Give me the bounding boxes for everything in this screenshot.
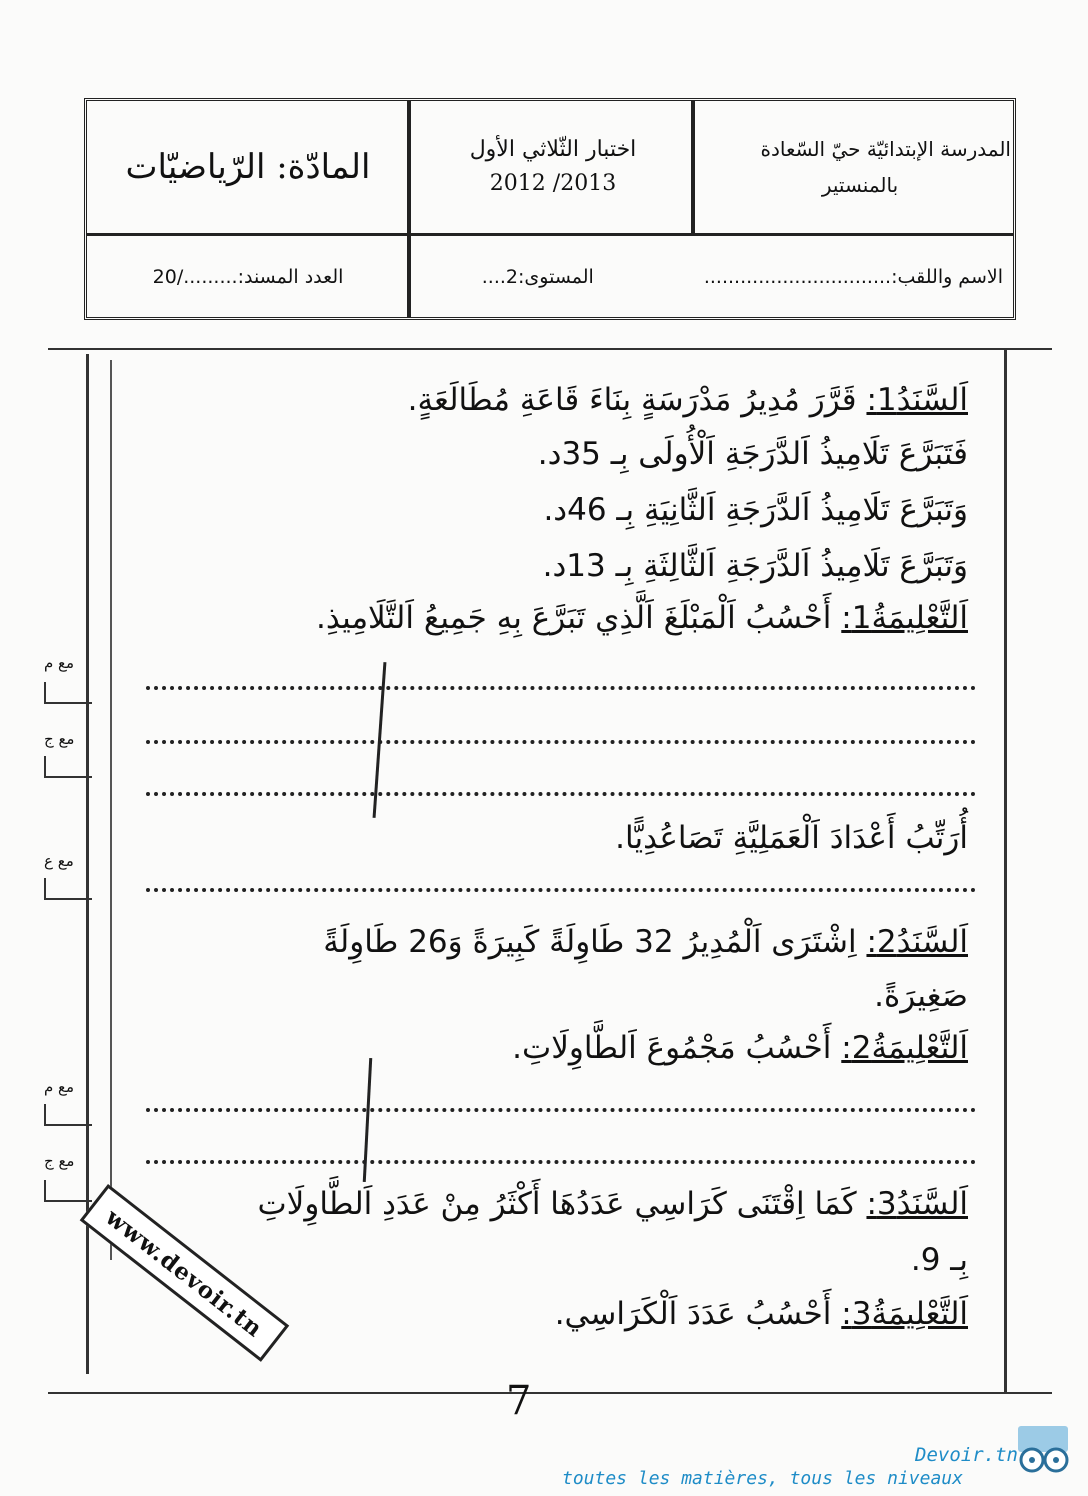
- answer-line[interactable]: [146, 792, 976, 796]
- frame-border: [1004, 348, 1007, 1394]
- donation-line-3: وَتَبَرَّعَ تَلَامِيذُ اَلدَّرَجَةِ اَلثَّالِثَةِ بِـ 13د.: [542, 548, 968, 584]
- brand-name: Devoir.tn: [915, 1444, 1018, 1466]
- mark-box[interactable]: [44, 682, 92, 704]
- exam-cell: [413, 101, 693, 233]
- level-field: المستوى:2....: [481, 266, 594, 288]
- sanad3: [258, 1186, 969, 1222]
- talima1: [316, 600, 968, 636]
- page-number: 7: [506, 1378, 532, 1424]
- talima2: [512, 1030, 968, 1066]
- sanad2-label: اَلسَّنَدُ2:: [866, 924, 968, 960]
- talima2-text: أَحْسُبُ مَجْمُوعَ اَلطَّاوِلَاتِ.: [512, 1030, 842, 1066]
- divider: [691, 101, 695, 233]
- answer-line[interactable]: [146, 1160, 976, 1164]
- donation-line-2: وَتَبَرَّعَ تَلَامِيذُ اَلدَّرَجَةِ اَلثَّانِيَةِ بِـ 46د.: [543, 492, 968, 528]
- mark-box[interactable]: [44, 1180, 92, 1202]
- talima1-text: أَحْسُبُ اَلْمَبْلَغَ اَلَّذِي تَبَرَّعَ بِهِ جَمِيعُ اَلتَّلَامِيذِ.: [315, 600, 842, 636]
- sanad3-label: اَلسَّنَدُ3:: [866, 1186, 968, 1222]
- sanad1-text: قَرَّرَ مُدِيرُ مَدْرَسَةٍ بِنَاءَ قَاعَةِ مُطَالَعَةٍ.: [407, 382, 867, 418]
- margin-mark: مع م: [44, 654, 75, 672]
- talima3-label: اَلتَّعْلِيمَةُ3:: [841, 1296, 968, 1332]
- divider: [407, 101, 411, 317]
- name-field: الاسم واللقب:...............................: [703, 266, 1003, 288]
- sanad1-label: اَلسَّنَدُ1:: [866, 382, 968, 418]
- margin-mark: مع ع: [44, 852, 74, 870]
- school-cell: [697, 101, 1013, 233]
- school-year: 2013/ 2012: [489, 171, 617, 196]
- mark-box[interactable]: [44, 756, 92, 778]
- answer-line[interactable]: [146, 686, 976, 690]
- order-instruction: أُرَتِّبُ أَعْدَادَ اَلْعَمَلِيَّةِ تَصَاعُدِيًّا.: [615, 820, 968, 856]
- answer-line[interactable]: [146, 888, 976, 892]
- devoir-logo-icon: [1014, 1420, 1074, 1480]
- grade-field: العدد المسند:........./20: [152, 266, 344, 288]
- donation-line-1: فَتَبَرَّعَ تَلَامِيذُ اَلدَّرَجَةِ اَلْأُولَى بِـ 35د.: [537, 436, 968, 472]
- margin-mark: مع ج: [44, 730, 75, 748]
- sanad2-continuation: صَغِيرَةً.: [874, 978, 968, 1014]
- margin-mark: مع ج: [44, 1152, 75, 1170]
- brand-tagline: toutes les matières, tous les niveaux: [562, 1468, 963, 1489]
- student-cell: [413, 237, 1007, 317]
- sanad1: [408, 382, 968, 418]
- sanad2: [323, 924, 968, 960]
- talima2-label: اَلتَّعْلِيمَةُ2:: [841, 1030, 968, 1066]
- margin-mark: مع م: [44, 1078, 75, 1096]
- answer-line[interactable]: [146, 740, 976, 744]
- answer-line[interactable]: [146, 1108, 976, 1112]
- frame-border: [110, 360, 112, 1260]
- subject-cell: [87, 101, 409, 233]
- sanad3-continuation: بِـ 9.: [910, 1242, 968, 1278]
- talima3: [555, 1296, 968, 1332]
- exam-title: اختبار الثّلاثي الأول: [469, 137, 637, 162]
- sanad3-text: كَمَا اِقْتَنَى كَرَاسِي عَدَدُهَا أَكْثَرُ مِنْ عَدَدِ اَلطَّاوِلَاتِ: [257, 1186, 867, 1222]
- divider: [87, 233, 1013, 236]
- mark-box[interactable]: [44, 878, 92, 900]
- talima1-label: اَلتَّعْلِيمَةُ1:: [841, 600, 968, 636]
- mark-box[interactable]: [44, 1104, 92, 1126]
- header-table: [84, 98, 1016, 320]
- watermark-stamp: [90, 1172, 300, 1343]
- school-city: بالمنستير: [821, 173, 899, 197]
- sanad2-text: اِشْتَرَى اَلْمُدِيرُ 32 طَاوِلَةً كَبِيرَةً وَ26 طَاوِلَةً: [323, 924, 867, 960]
- school-name: المدرسة الإبتدائيّة حيّ السّعادة: [760, 137, 1011, 161]
- grade-cell: [87, 237, 409, 317]
- talima3-text: أَحْسُبُ عَدَدَ اَلْكَرَاسِي.: [554, 1296, 842, 1332]
- subject-title: المادّة: الرّياضيّات: [125, 147, 371, 187]
- stamp-text: www.devoir.tn: [80, 1184, 290, 1362]
